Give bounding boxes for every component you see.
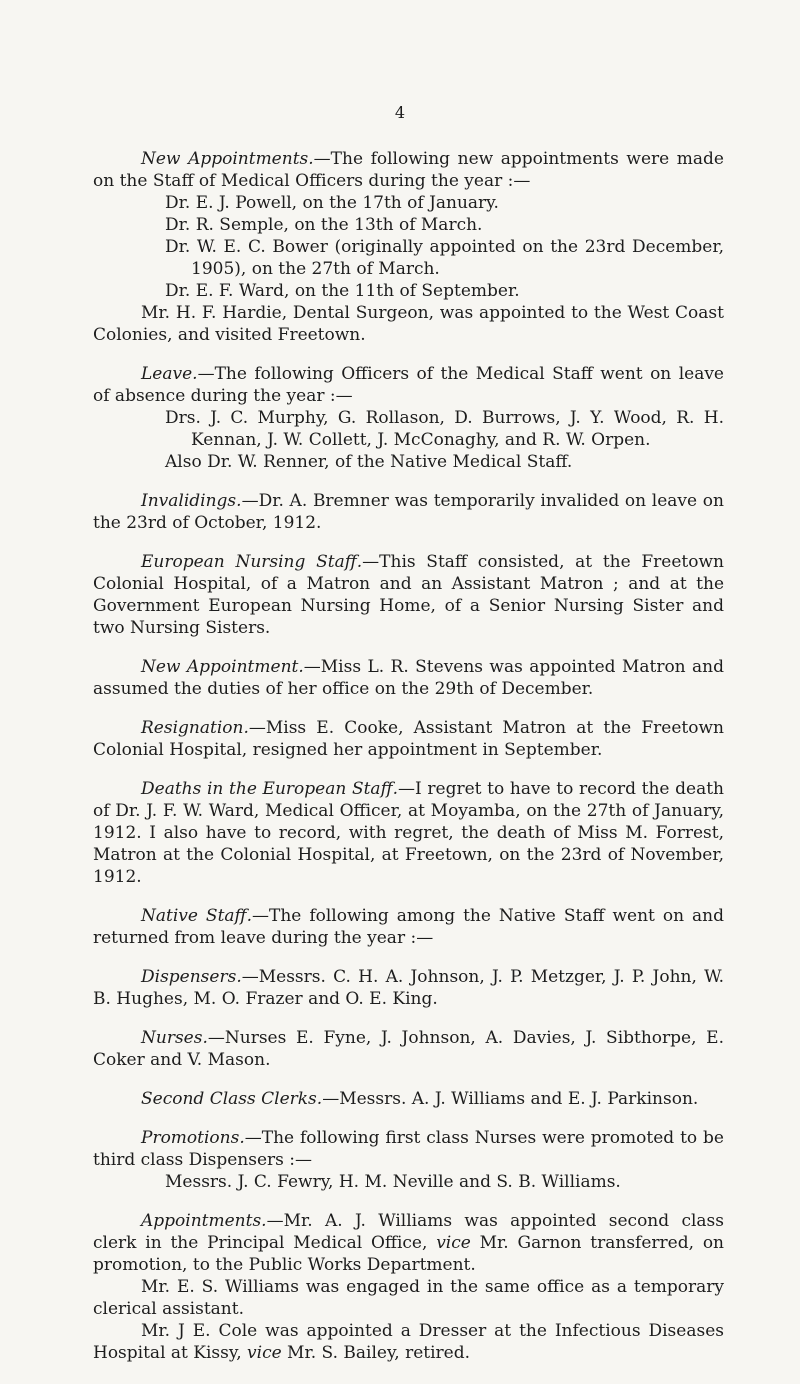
nurses-paragraph (93, 1027, 724, 1071)
paragraph-text: —The following new appointments were made on the Staff of Medical Officers during the year :— (93, 149, 724, 191)
paragraph-text: Mr. Garnon transferred, on promotion, to the Public Works Department. (93, 1233, 725, 1275)
leave-list: Drs. J. C. Murphy, G. Rollason, D. Burrows, J. Y. Wood, R. H. Kennan, J. W. Collett, J. McConaghy, and R. W. Orpen. (165, 408, 724, 450)
new-appointments-paragraph (93, 148, 724, 192)
paragraph-text: Mr. S. Bailey, retired. (281, 1343, 471, 1363)
section-heading: European Nursing Staff. (141, 552, 363, 572)
deaths-paragraph (93, 778, 724, 888)
vice-word: vice (247, 1343, 282, 1363)
cole-paragraph (93, 1320, 724, 1364)
dispensers-paragraph (93, 966, 724, 1010)
paragraph-text: —The following first class Nurses were promoted to be third class Dispensers :— (93, 1128, 724, 1170)
section-heading: New Appointments. (141, 149, 314, 169)
leave-paragraph (93, 363, 724, 407)
resignation-paragraph (93, 717, 724, 761)
paragraph-text: Mr. J E. Cole was appointed a Dresser at the Infectious Diseases Hospital at Kissy, (93, 1321, 724, 1363)
page-number: 4 (394, 103, 406, 122)
section-heading: Deaths in the European Staff. (141, 779, 399, 799)
section-heading: Leave. (141, 364, 198, 384)
paragraph-text: —Dr. A. Bremner was temporarily invalided on leave on the 23rd of October, 1912. (93, 491, 724, 533)
paragraph-text: —Nurses E. Fyne, J. Johnson, A. Davies, J. Sibthorpe, E. Coker and V. Mason. (93, 1028, 724, 1070)
appointment-item: Dr. W. E. C. Bower (originally appointed on the 23rd December, 1905), on the 27th of March. (165, 237, 724, 279)
invalidings-paragraph (93, 490, 724, 534)
section-heading: Invalidings. (141, 491, 242, 511)
european-staff-paragraph (93, 551, 724, 639)
paragraph-text: —Messrs. C. H. A. Johnson, J. P. Metzger, J. P. John, W. B. Hughes, M. O. Frazer and O. E. King. (93, 967, 724, 1009)
section-heading: Appointments. (141, 1211, 267, 1231)
section-heading: New Appointment. (141, 657, 304, 677)
appointment-item: Dr. R. Semple, on the 13th of March. (165, 215, 483, 235)
paragraph-text: —The following Officers of the Medical Staff went on leave of absence during the year :— (93, 364, 724, 406)
appointments-paragraph (93, 1210, 724, 1276)
section-heading: Native Staff. (141, 906, 252, 926)
es-williams-paragraph: Mr. E. S. Williams was engaged in the same office as a temporary clerical assistant. (93, 1277, 724, 1319)
paragraph-text: —Mr. A. J. Williams was appointed second class clerk in the Principal Medical Office, (93, 1211, 724, 1253)
appointment-item: Dr. E. J. Powell, on the 17th of January. (165, 193, 499, 213)
section-heading: Second Class Clerks. (141, 1089, 323, 1109)
new-appointment-paragraph (93, 656, 724, 700)
appointment-item: Dr. E. F. Ward, on the 11th of September. (165, 281, 520, 301)
section-heading: Promotions. (141, 1128, 245, 1148)
section-heading: Dispensers. (141, 967, 242, 987)
hardie-paragraph: Mr. H. F. Hardie, Dental Surgeon, was appointed to the West Coast Colonies, and visited Freetown. (93, 303, 724, 345)
section-heading: Resignation. (141, 718, 249, 738)
paragraph-text: —Miss L. R. Stevens was appointed Matron and assumed the duties of her office on the 29th of December. (93, 657, 724, 699)
native-staff-paragraph (93, 905, 724, 949)
paragraph-text: —Messrs. A. J. Williams and E. J. Parkinson. (322, 1089, 699, 1109)
vice-word: vice (436, 1233, 471, 1253)
paragraph-text: —Miss E. Cooke, Assistant Matron at the Freetown Colonial Hospital, resigned her appointment in September. (93, 718, 724, 760)
promotions-list: Messrs. J. C. Fewry, H. M. Neville and S. B. Williams. (165, 1172, 621, 1192)
paragraph-text: —The following among the Native Staff went on and returned from leave during the year :— (93, 906, 724, 948)
leave-also: Also Dr. W. Renner, of the Native Medical Staff. (165, 452, 573, 472)
paragraph-text: —I regret to have to record the death of Dr. J. F. W. Ward, Medical Officer, at Moyamba, on the 27th of January, 1912. I also have to record, with regret, the death of Miss M. Forrest, Matron at the Colonial Hospital, at Freetown, on the 23rd of November, 1912. (93, 779, 724, 887)
section-heading: Nurses. (141, 1028, 208, 1048)
page-content (93, 148, 724, 1364)
promotions-paragraph (93, 1127, 724, 1171)
clerks-paragraph (93, 1088, 724, 1110)
paragraph-text: —This Staff consisted, at the Freetown Colonial Hospital, of a Matron and an Assistant Matron ; and at the Government European Nursing Home, of a Senior Nursing Sister and two Nursing Sisters. (93, 552, 724, 638)
